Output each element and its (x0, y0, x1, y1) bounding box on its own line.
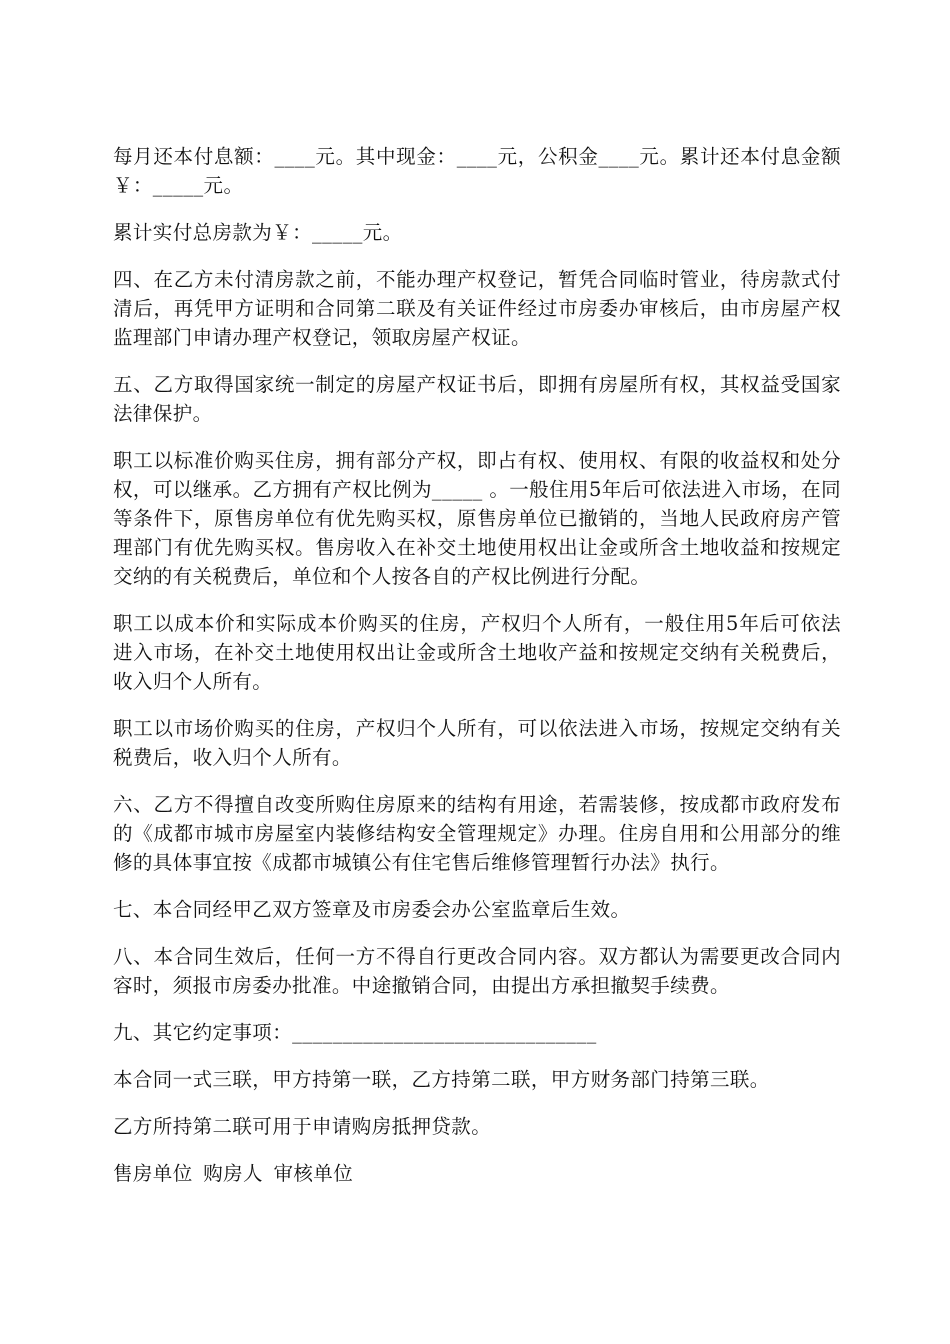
paragraph-monthly-payment: 每月还本付息额：____元。其中现金：____元，公积金____元。累计还本付息金额￥：_____元。 (113, 145, 841, 197)
paragraph-cost-price: 职工以成本价和实际成本价购买的住房，产权归个人所有，一般住用5年后可依法进入市场，在补交土地使用权出让金或所含土地收产益和按规定交纳有关税费后，收入归个人所有。 (113, 612, 841, 693)
paragraph-copies: 本合同一式三联，甲方持第一联，乙方持第二联，甲方财务部门持第三联。 (113, 1068, 770, 1091)
paragraph-clause-7: 七、本合同经甲乙双方签章及市房委会办公室监章后生效。 (113, 898, 631, 921)
paragraph-clause-4: 四、在乙方未付清房款之前，不能办理产权登记，暂凭合同临时管业，待房款式付清后，再凭甲方证明和合同第二联及有关证件经过市房委办审核后，由市房屋产权监理部门申请办理产权登记，领取房屋产权证。 (113, 268, 841, 349)
paragraph-clause-5: 五、乙方取得国家统一制定的房屋产权证书后，即拥有房屋所有权，其权益受国家法律保护。 (113, 373, 841, 425)
paragraph-standard-price: 职工以标准价购买住房，拥有部分产权，即占有权、使用权、有限的收益权和处分权，可以继承。乙方拥有产权比例为_____ 。一般住用5年后可依法进入市场，在同等条件下，原售房单位有优先购买权，原售房单位已撤销的，当地人民政府房产管理部门有优先购买权。售房收入在补交土地使用权出让金或所含土地收益和按规定交纳的有关税费后，单位和个人按各自的产权比例进行分配。 (113, 449, 841, 588)
paragraph-market-price: 职工以市场价购买的住房，产权归个人所有，可以依法进入市场，按规定交纳有关税费后，收入归个人所有。 (113, 717, 841, 769)
paragraph-clause-6: 六、乙方不得擅自改变所购住房原来的结构有用途，若需装修，按成都市政府发布的《成都市城市房屋室内装修结构安全管理规定》办理。住房自用和公用部分的维修的具体事宜按《成都市城镇公有住宅售后维修管理暂行办法》执行。 (113, 793, 841, 874)
paragraph-mortgage: 乙方所持第二联可用于申请购房抵押贷款。 (113, 1115, 492, 1138)
paragraph-clause-9: 九、其它约定事项：______________________________ (113, 1021, 597, 1044)
document-body (113, 142, 841, 1206)
signature-line: 售房单位 购房人 审核单位 (113, 1162, 354, 1185)
paragraph-total-paid: 累计实付总房款为￥：_____元。 (113, 221, 403, 244)
paragraph-clause-8: 八、本合同生效后，任何一方不得自行更改合同内容。双方都认为需要更改合同内容时，须报市房委办批准。中途撤销合同，由提出方承担撤契手续费。 (113, 945, 841, 997)
